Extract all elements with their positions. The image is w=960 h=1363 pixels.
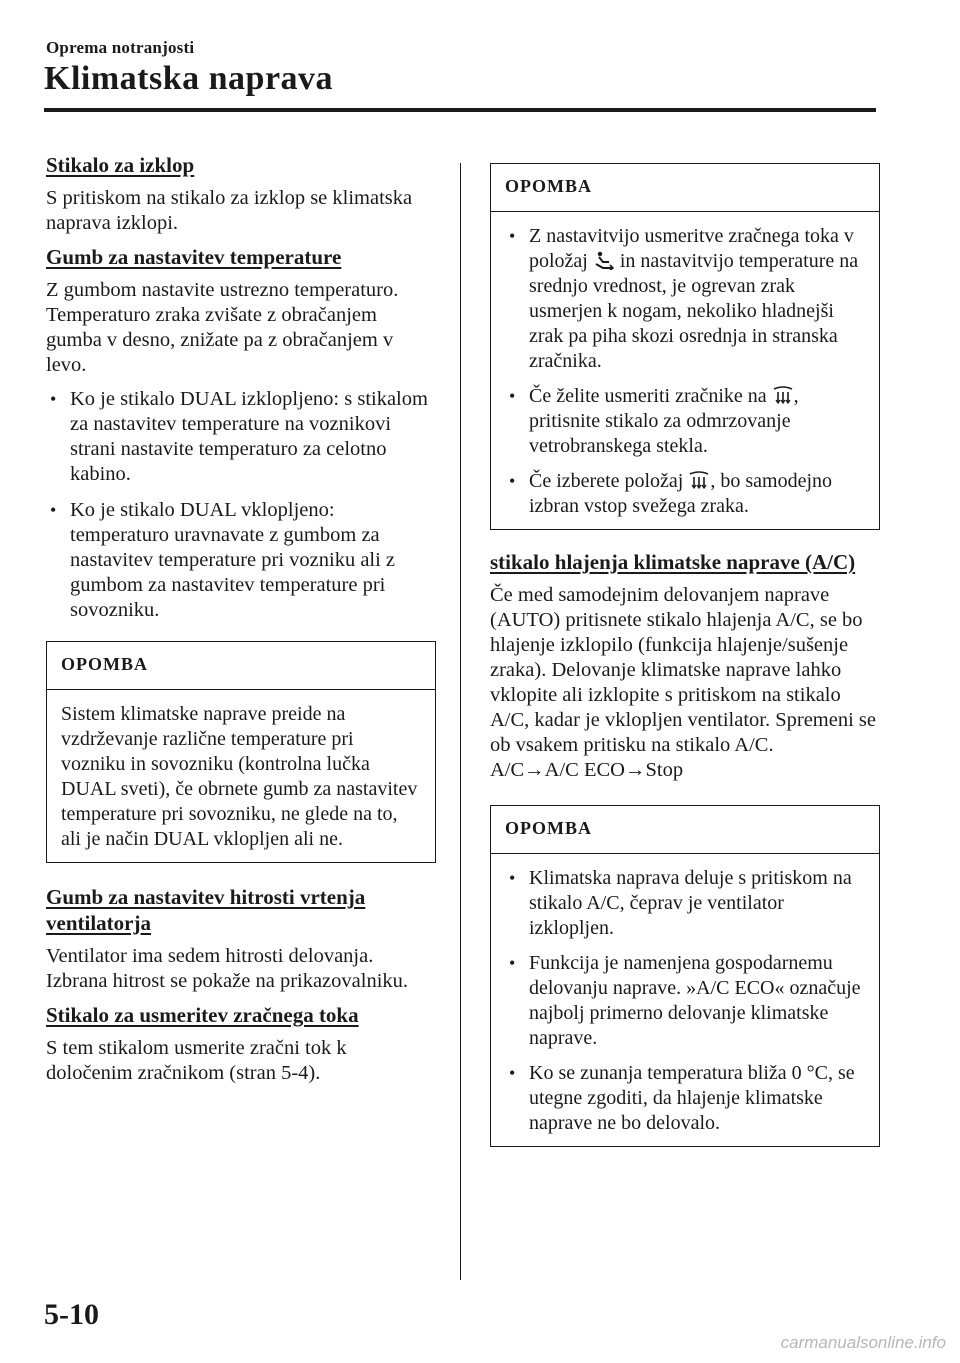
note-title: OPOMBA bbox=[491, 806, 879, 854]
heading-temperature-knob: Gumb za nastavitev temperature bbox=[46, 245, 342, 270]
heading-ac-switch: stikalo hlajenja klimatske naprave (A/C) bbox=[490, 550, 856, 574]
bullet-text: Če izberete položaj bbox=[529, 470, 684, 492]
bullet-ac-eco: • Funkcija je namenjena gospodarnemu delovanju naprave. »A/C ECO« označuje najbolj primerno delovanje klimatske naprave. bbox=[505, 951, 865, 1051]
note-body bbox=[491, 854, 879, 1146]
bullet-text: , bo samodejno izbran vstop svežega zraka. bbox=[529, 470, 833, 517]
title-rule bbox=[44, 108, 876, 112]
defroster-icon bbox=[688, 470, 710, 490]
note-text-dual: Sistem klimatske naprave preide na vzdrževanje različne temperature pri vozniku in sovozniku (kontrolna lučka DUAL sveti), če obrnete gumb za nastavitev temperature pri sovozniku, ne glede na to, ali je način DUAL vklopljen ali ne. bbox=[61, 703, 418, 851]
heading-off-switch: Stikalo za izklop bbox=[46, 153, 195, 177]
right-column bbox=[490, 163, 880, 1169]
text-off-switch: S pritiskom na stikalo za izklop se klimatska naprava izklopi. bbox=[46, 187, 413, 235]
note-body bbox=[491, 212, 879, 529]
heading-airflow-selector: Stikalo za usmeritev zračnega toka bbox=[46, 1002, 359, 1027]
page-number: 5-10 bbox=[44, 1298, 99, 1331]
watermark: carmanualsonline.info bbox=[780, 1333, 946, 1352]
note-title: OPOMBA bbox=[47, 642, 435, 690]
text-airflow-selector: S tem stikalom usmerite zračni tok k določenim zračnikom (stran 5-4). bbox=[46, 1036, 347, 1084]
note-box-ac bbox=[490, 805, 880, 1147]
bullet-text: Z nastavitvijo usmeritve zračnega toka v položaj bbox=[529, 225, 854, 272]
bullet-defroster bbox=[505, 384, 865, 459]
bullet-text: Če želite usmeriti zračnike na bbox=[529, 385, 767, 407]
heading-fan-speed: Gumb za nastavitev hitrosti vrtenja ventilatorja bbox=[46, 885, 366, 935]
note-title: OPOMBA bbox=[491, 164, 879, 212]
bullet-dual-off: • Ko je stikalo DUAL izklopljeno: s stikalom za nastavitev temperature na voznikovi strani nastavite temperaturo za celotno kabino. bbox=[46, 387, 436, 487]
bullet-ac-cold: • Ko se zunanja temperatura bliža 0 °C, se utegne zgoditi, da hlajenje klimatske naprave ne bo delovalo. bbox=[505, 1061, 865, 1136]
bullet-ac-fan-off: • Klimatska naprava deluje s pritiskom na stikalo A/C, čeprav je ventilator izklopljen. bbox=[505, 866, 865, 941]
text-fan-speed: Ventilator ima sedem hitrosti delovanja. Izbrana hitrost se pokaže na prikazovalniku. bbox=[46, 944, 409, 992]
bullet-text: in nastavitvijo temperature na srednjo vrednost, je ogrevan zrak usmerjen k nogam, nekoliko hladnejši zrak pa piha skozi osrednja in stranska zračnika. bbox=[529, 250, 859, 372]
column-divider bbox=[460, 163, 461, 1280]
bullet-floor-mode bbox=[505, 224, 865, 374]
airflow-note-bullets bbox=[505, 224, 865, 519]
floor-vent-icon bbox=[593, 250, 615, 270]
bullet-fresh-air bbox=[505, 469, 865, 519]
left-column bbox=[46, 153, 436, 1095]
bullet-dual-on: • Ko je stikalo DUAL vklopljeno: temperaturo uravnavate z gumbom za nastavitev temperature pri vozniku ali z gumbom za nastavitev temperature pri sovozniku. bbox=[46, 498, 436, 623]
note-box-airflow bbox=[490, 163, 880, 530]
text-temperature-knob: Z gumbom nastavite ustrezno temperaturo. Temperaturo zraka zvišate z obračanjem gumba v desno, znižate pa z obračanjem v levo. bbox=[46, 279, 399, 377]
ac-mode-sequence: A/C→A/C ECO→Stop bbox=[490, 759, 684, 782]
bullet-text: , pritisnite stikalo za odmrzovanje vetrobranskega stekla. bbox=[529, 385, 799, 457]
temperature-bullets bbox=[46, 387, 436, 623]
defroster-icon bbox=[772, 385, 794, 405]
note-box-dual bbox=[46, 641, 436, 863]
page-title: Klimatska naprava bbox=[44, 60, 334, 97]
note-body bbox=[47, 690, 435, 862]
ac-note-bullets bbox=[505, 866, 865, 1136]
section-label: Oprema notranjosti bbox=[46, 38, 195, 57]
text-ac-switch: Če med samodejnim delovanjem naprave (AUTO) pritisnete stikalo hlajenja A/C, se bo hlajenje izklopilo (funkcija hlajenje/sušenje zraka). Delovanje klimatske naprave lahko vklopite ali izklopite s pritiskom na stikalo A/C, kadar je vklopljen ventilator. Spremeni se ob vsakem pritisku na stikalo A/C. bbox=[490, 584, 876, 757]
